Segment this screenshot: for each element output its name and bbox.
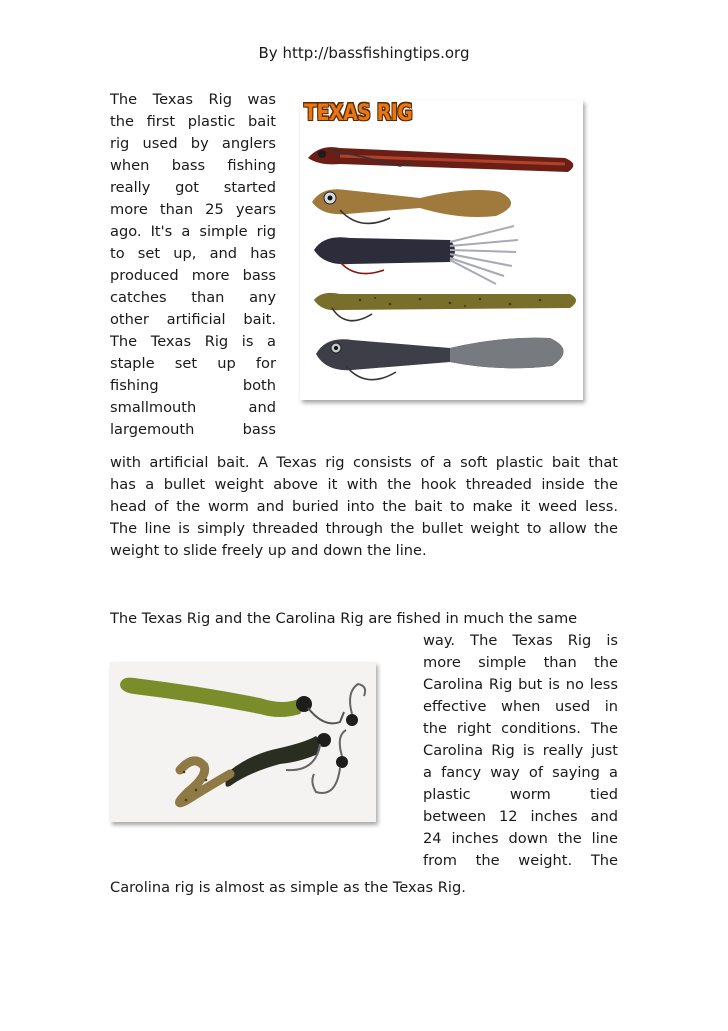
- text-line: from the weight. The: [423, 852, 618, 869]
- source-credit: By http://bassfishingtips.org: [258, 44, 470, 62]
- text-line: smallmouth and: [110, 399, 276, 416]
- text-line: fishing both: [110, 377, 276, 394]
- paragraph-1-wide: [110, 452, 618, 562]
- text-line: largemouth bass: [110, 421, 276, 438]
- text-line: more simple than the: [423, 654, 618, 671]
- jig-worms-illustration: [110, 662, 376, 822]
- text-line: other artificial bait.: [110, 311, 276, 328]
- text-line: with artificial bait. A Texas rig consists of a soft plastic bait that: [110, 454, 618, 471]
- text-line: more than 25 years: [110, 201, 276, 218]
- paragraph-2-last-line: Carolina rig is almost as simple as the Texas Rig.: [110, 879, 466, 896]
- text-line: the first plastic bait: [110, 113, 276, 130]
- carolina-rig-image: [110, 662, 376, 822]
- text-line: has a bullet weight above it with the hook threaded inside the: [110, 476, 618, 493]
- text-line: produced more bass: [110, 267, 276, 284]
- text-line: a fancy way of saying a: [423, 764, 618, 781]
- text-line: Carolina Rig is really just: [423, 742, 618, 759]
- text-line: weight to slide freely up and down the line.: [110, 542, 427, 559]
- text-line: plastic worm tied: [423, 786, 618, 803]
- text-line: way. The Texas Rig is: [423, 632, 618, 649]
- text-line: head of the worm and buried into the bait to make it weed less.: [110, 498, 618, 515]
- text-line: between 12 inches and: [423, 808, 618, 825]
- text-line: staple set up for: [110, 355, 276, 372]
- paragraph-1-narrow: [110, 89, 276, 441]
- text-line: to set up, and has: [110, 245, 276, 262]
- texas-rig-badge: TEXAS RIG: [304, 100, 413, 126]
- text-line: catches than any: [110, 289, 276, 306]
- text-line: ago. It's a simple rig: [110, 223, 276, 240]
- text-line: 24 inches down the line: [423, 830, 618, 847]
- text-line: The line is simply threaded through the bullet weight to allow the: [110, 520, 618, 537]
- text-line: when bass fishing: [110, 157, 276, 174]
- text-line: The Texas Rig is a: [110, 333, 276, 350]
- text-line: rig used by anglers: [110, 135, 276, 152]
- text-line: Carolina Rig but is no less: [423, 676, 618, 693]
- text-line: the right conditions. The: [423, 720, 618, 737]
- text-line: The Texas Rig was: [110, 91, 276, 108]
- paragraph-2-first-line: The Texas Rig and the Carolina Rig are fished in much the same: [110, 610, 578, 627]
- text-line: really got started: [110, 179, 276, 196]
- paragraph-2-narrow: [423, 630, 618, 872]
- texas-rig-image: [300, 100, 583, 400]
- text-line: effective when used in: [423, 698, 618, 715]
- lures-illustration: [300, 100, 583, 400]
